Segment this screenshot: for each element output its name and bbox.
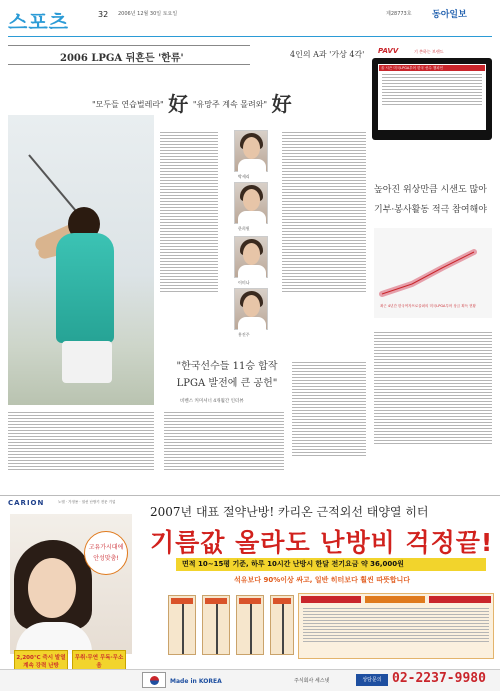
made-in-label: Made in KOREA xyxy=(170,678,222,685)
info-head-2 xyxy=(365,596,425,603)
headline-char-2: 好 xyxy=(271,92,292,116)
ad-brand-sub: 노엘 · 가정용 · 열선 난방기 전문 기업 xyxy=(58,500,116,504)
ad-brand-logo: CARION xyxy=(8,499,45,507)
page-header xyxy=(0,0,500,44)
article-subheadline: "한국선수들 11승 합작 LPGA 발전에 큰 공헌" xyxy=(176,361,278,389)
player-caption-2: 한희원 xyxy=(238,226,250,231)
ad-sub-line: 석유보다 90%이상 싸고, 일반 히터보다 훨씬 따뜻합니다 xyxy=(234,576,411,584)
ad-main-headline: 기름값 올라도 난방비 걱정끝! xyxy=(150,528,494,557)
right-headline: 높아진 위상만큼 시샌도 많아 기부·봉사활동 적극 참여해야 xyxy=(374,185,487,215)
article-column-3 xyxy=(8,410,154,490)
ad-info-box xyxy=(298,593,494,659)
right-article-text xyxy=(374,330,492,490)
article-column-4 xyxy=(164,410,284,490)
player-photo-1 xyxy=(234,130,268,172)
headline-char-1: 好 xyxy=(168,92,189,116)
chart-caption: 최근 4년간 한국여자프로골퍼의 미국LPGA투어 상금 획득 현황 xyxy=(380,304,476,308)
ad-badge-safety: 무취·무연 무독·무소음 xyxy=(72,650,126,674)
article-column-2 xyxy=(282,130,366,350)
article-headline xyxy=(92,88,294,117)
ad-speech-bubble: 고유가시대에 안성맞춤! xyxy=(84,531,128,575)
tv-ad-header: 올 시즌 미국LPGA투어 한국 선수 챔피언 xyxy=(379,65,485,71)
tv-ad-tagline: 기 쏜하는 브랜드 xyxy=(414,49,444,54)
player-photo-4 xyxy=(234,288,268,330)
ad-badge-heating: 2,200℃ 즉시 발열 계속 강력 난방 xyxy=(14,650,68,674)
heater-product-4 xyxy=(270,595,294,655)
headline-quote-1: "모두들 연습벌레라" xyxy=(92,100,164,109)
player-photo-2 xyxy=(234,182,268,224)
topic-label: 2006 LPGA 뒤흔든 '한류' xyxy=(60,53,184,64)
tv-ad-brand: PAVV xyxy=(378,47,399,55)
tv-ad-screen xyxy=(378,64,486,130)
header-divider xyxy=(8,36,492,37)
player-photo-3 xyxy=(234,236,268,278)
heater-product-2 xyxy=(202,595,230,655)
issue-number: 제28773호 xyxy=(386,11,412,17)
player-caption-3: 이미나 xyxy=(238,280,250,285)
article-column-1 xyxy=(160,130,218,350)
publication-date: 2006년 12월 30일 토요일 xyxy=(118,11,178,17)
info-head-3 xyxy=(429,596,491,603)
article-column-5 xyxy=(292,360,366,490)
phone-number[interactable]: 02-2237-9980 xyxy=(392,671,486,686)
player-caption-4: 홍진주 xyxy=(238,332,250,337)
golfer-photo xyxy=(8,115,154,405)
section-title: 스포츠 xyxy=(8,10,69,34)
article-byline: 비벤스 커미셔너 4개월간 인터뷰 xyxy=(180,399,244,404)
company-name: 주식회사 세스넷 xyxy=(294,678,330,684)
korea-flag-icon xyxy=(142,672,166,688)
player-caption-1: 박세리 xyxy=(238,174,250,179)
heater-product-3 xyxy=(236,595,264,655)
ad-spec-line: 면적 10~15평 기준, 하루 10시간 난방시 한달 전기요금 약 36,000원 xyxy=(176,558,486,571)
heater-product-1 xyxy=(168,595,196,655)
topic-right-label: 4인의 A과 '가상 4각' xyxy=(290,50,365,59)
newspaper-logo: 동아일보 xyxy=(432,10,467,20)
phone-label: 상담문의 xyxy=(356,674,388,686)
info-head-1 xyxy=(301,596,361,603)
page-number: 32 xyxy=(98,10,109,19)
headline-quote-2: "유망주 계속 몰려와" xyxy=(192,100,268,109)
ad-top-line: 2007년 대표 절약난방! 카리온 근적외선 태양열 히터 xyxy=(150,505,429,519)
